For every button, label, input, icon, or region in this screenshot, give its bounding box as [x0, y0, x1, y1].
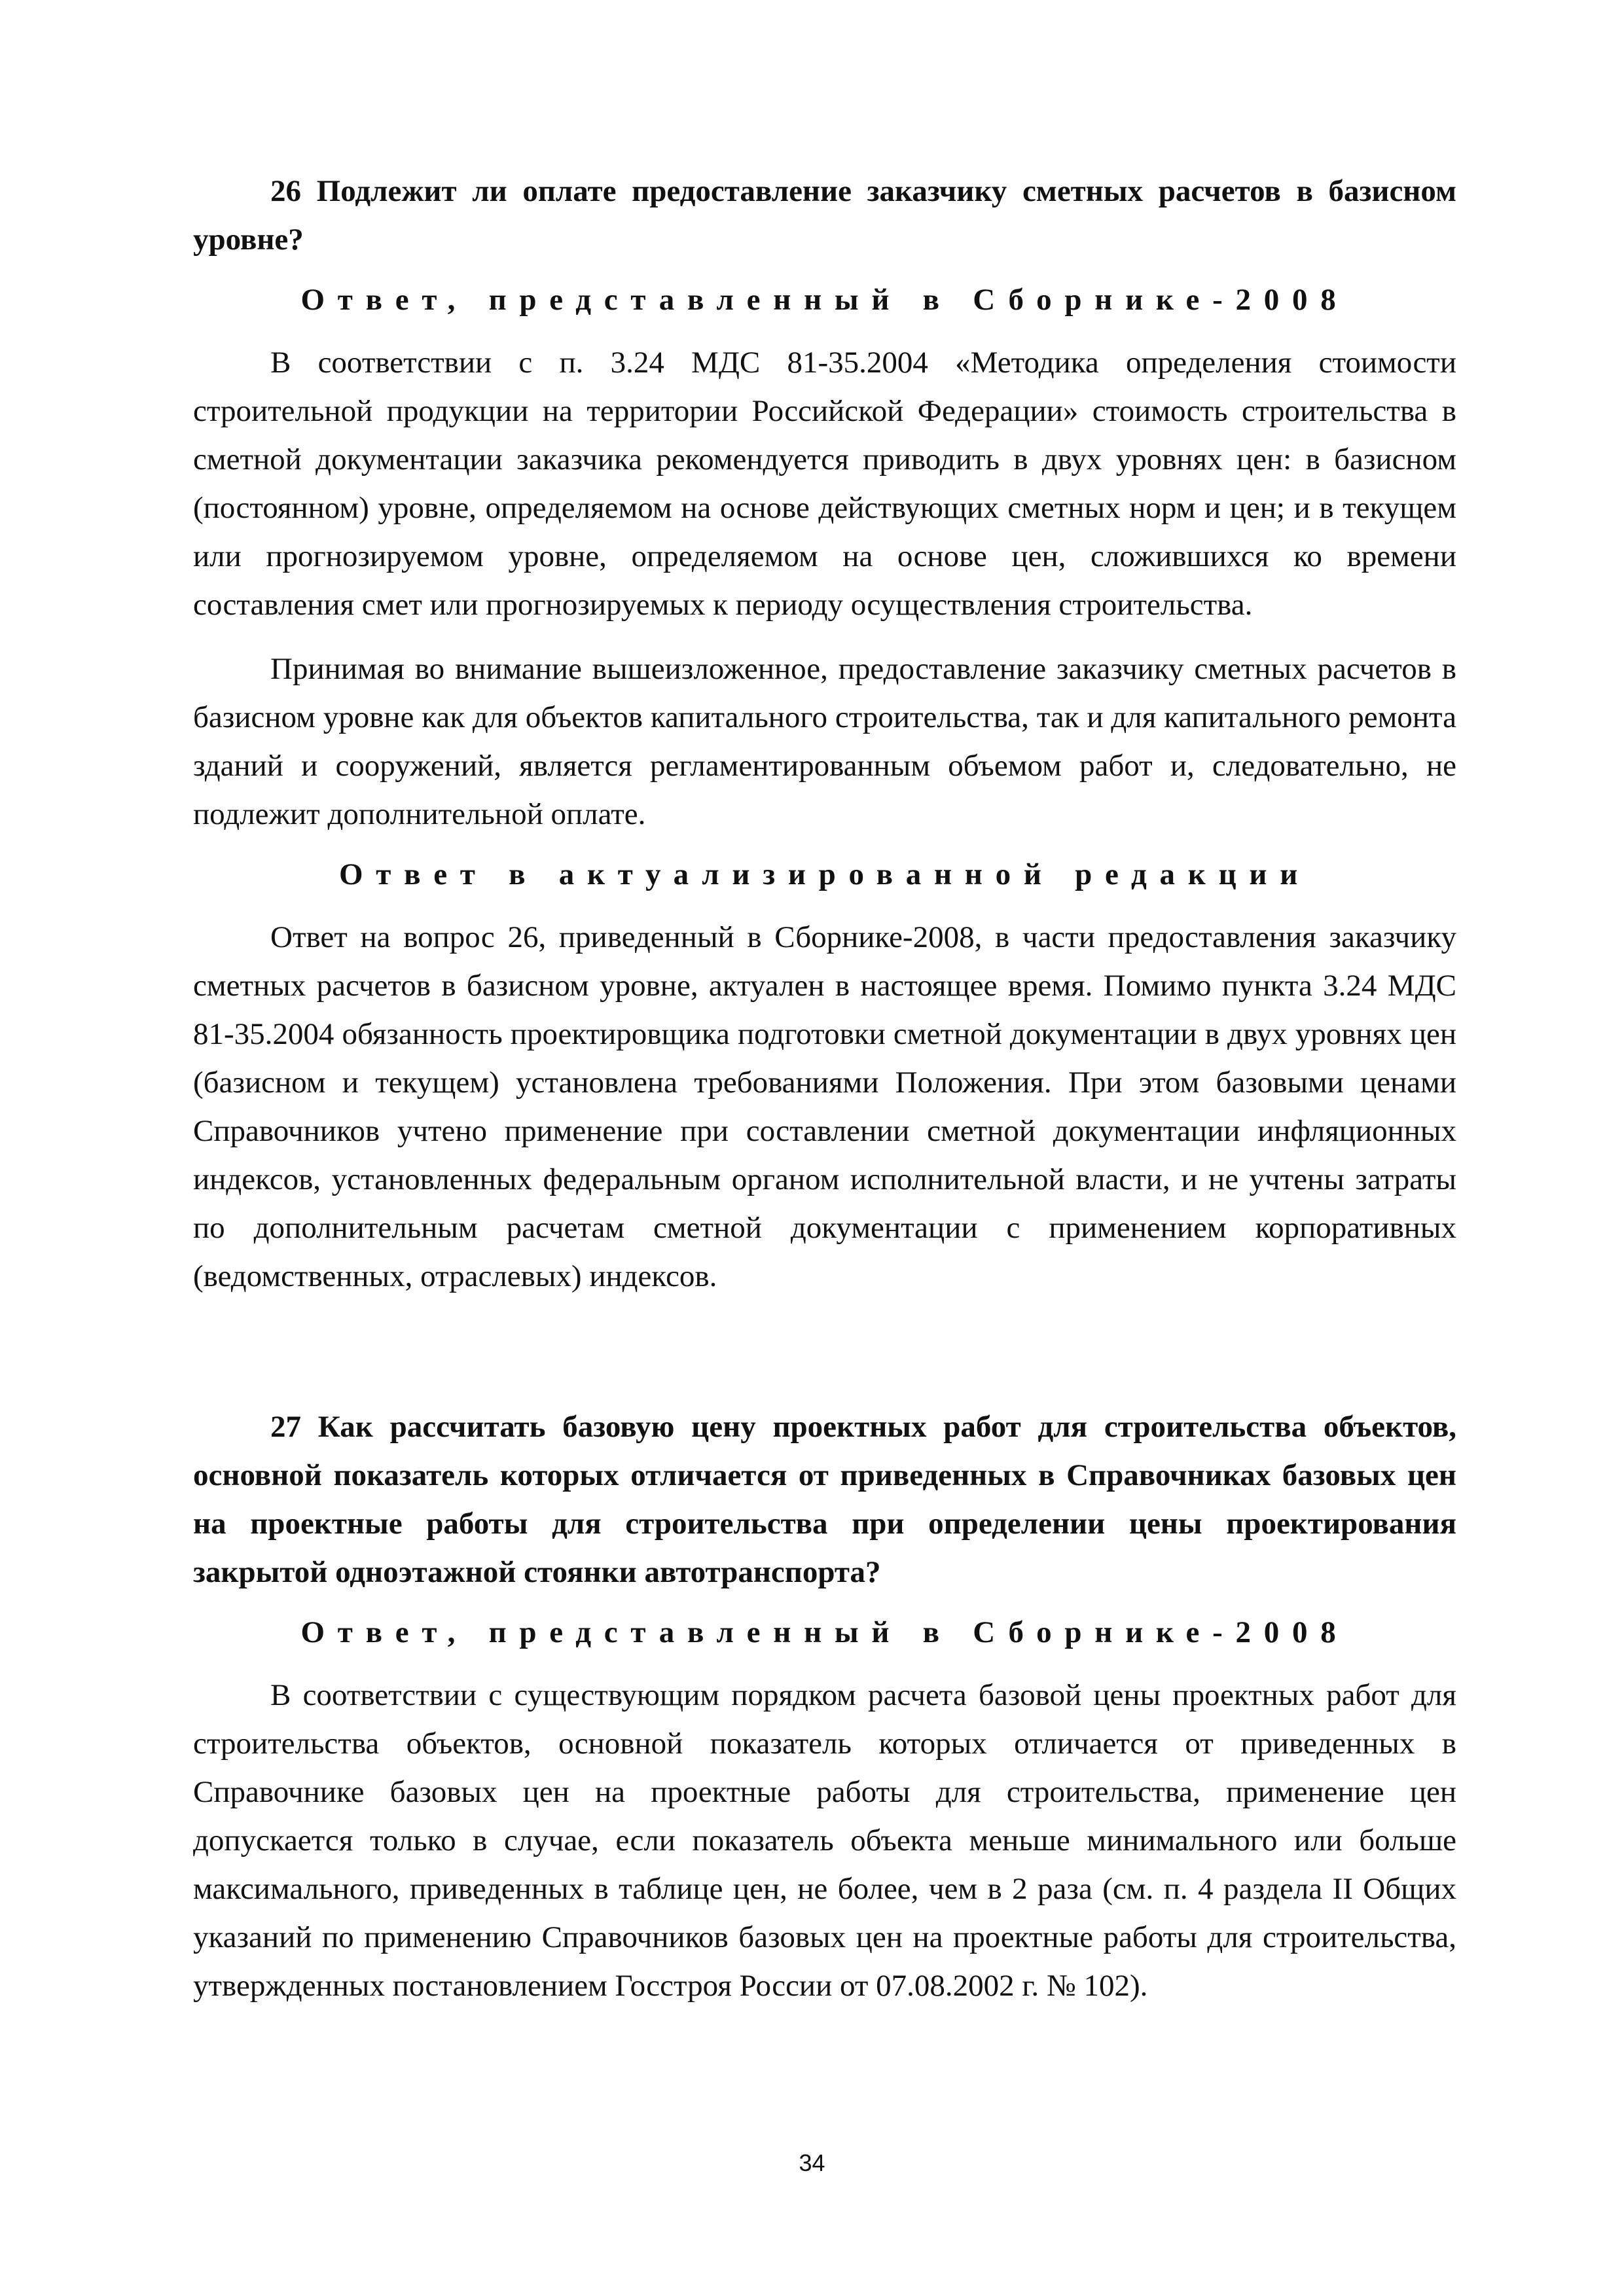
document-page — [193, 167, 1456, 2010]
answer-2008-paragraph-1: В соответствии с п. 3.24 МДС 81-35.2004 «Методика определения стоимости строительной продукции на территории Российской Федерации» стоимость строительства в сметной документации заказчика рекомендуется приводить в двух уровнях цен: в базисном (постоянном) уровне, определяемом на основе действующих сметных норм и цен; и в текущем или прогнозируемом уровне, определяемом на основе цен, сложившихся ко времени составления смет или прогнозируемых к периоду осуществления строительства. — [193, 346, 1456, 622]
answer-heading-actual-q26: Ответ в актуализированной редакции — [338, 857, 1311, 891]
section-spacer — [193, 1300, 1456, 1403]
answer-2008-q27-paragraph-1: В соответствии с существующим порядком расчета базовой цены проектных работ для строительства объектов, основной показатель которых отличается от приведенных в Справочнике базовых цен на проектные работы для строительства, применение цен допускается только в случае, если показатель объекта меньше минимального или больше максимального, приведенных в таблице цен, не более, чем в 2 раза (см. п. 4 раздела II Общих указаний по применению Справочников базовых цен на проектные работы для строительства, утвержденных постановлением Госстроя России от 07.08.2002 г. № 102). — [193, 1678, 1456, 2003]
question-27: 27 Как рассчитать базовую цену проектных работ для строительства объектов, основной показатель которых отличается от приведенных в Справочниках базовых цен на проектные работы для строительства при определении цены проектирования закрытой одноэтажной стоянки автотранспорта? — [193, 1410, 1456, 1589]
answer-2008-paragraph-2: Принимая во внимание вышеизложенное, предоставление заказчику сметных расчетов в базисном уровне как для объектов капитального строительства, так и для капитального ремонта зданий и сооружений, является регламентированным объемом работ и, следовательно, не подлежит дополнительной оплате. — [193, 652, 1456, 831]
question-26: 26 Подлежит ли оплате предоставление заказчику сметных расчетов в базисном уровне? — [193, 174, 1456, 257]
answer-heading-2008-q26: Ответ, представленный в Сборнике-2008 — [300, 283, 1349, 317]
answer-heading-2008-q27: Ответ, представленный в Сборнике-2008 — [300, 1615, 1349, 1649]
answer-actual-paragraph-1: Ответ на вопрос 26, приведенный в Сборнике-2008, в части предоставления заказчику сметных расчетов в базисном уровне, актуален в настоящее время. Помимо пункта 3.24 МДС 81-35.2004 обязанность проектировщика подготовки сметной документации в двух уровнях цен (базисном и текущем) установлена требованиями Положения. При этом базовыми ценами Справочников учтено применение при составлении сметной документации инфляционных индексов, установленных федеральным органом исполнительной власти, и не учтены затраты по дополнительным расчетам сметной документации с применением корпоративных (ведомственных, отраслевых) индексов. — [193, 920, 1456, 1293]
page-number: 34 — [799, 2149, 825, 2176]
